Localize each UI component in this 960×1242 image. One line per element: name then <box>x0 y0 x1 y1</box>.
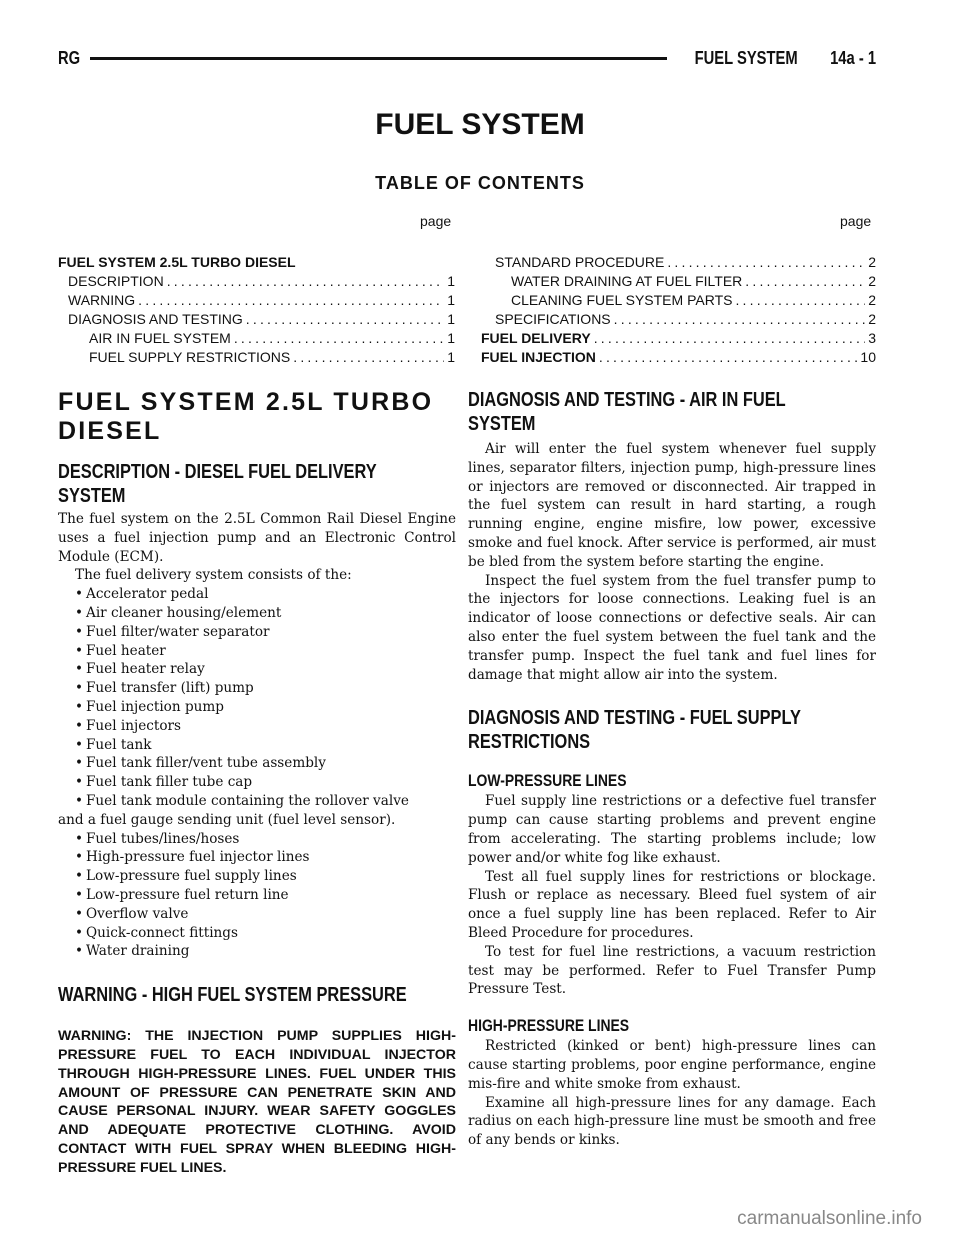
bullet-text: Low-pressure fuel supply lines <box>86 868 297 885</box>
bullet-text: Fuel tank module containing the rollover valve <box>86 792 409 809</box>
supply-heading <box>468 706 876 754</box>
toc-entry[interactable] <box>58 349 455 368</box>
toc-leader <box>599 349 858 365</box>
toc-entry-page: 2 <box>868 254 876 270</box>
bullet-icon: • <box>75 755 84 772</box>
bullet-text: Fuel transfer (lift) pump <box>86 680 254 697</box>
heading-line: LOW-PRESSURE LINES <box>468 771 627 791</box>
toc-entry-page: 2 <box>868 311 876 327</box>
toc-entry[interactable] <box>481 273 876 292</box>
bullet-item <box>58 942 456 961</box>
bullet-text: Fuel injectors <box>86 717 181 734</box>
toc-leader <box>745 273 865 289</box>
heading-line: DESCRIPTION - DIESEL FUEL DELIVERY <box>58 461 377 483</box>
toc-entry-page: 1 <box>447 292 455 308</box>
toc-entry[interactable] <box>58 311 455 330</box>
paragraph: Inspect the fuel system from the fuel transfer pump to the injectors for loose connections. Leaking fuel is an indicator of loose connections or defective seals. Air can also enter the fuel system between the fuel tank and the transfer pump. Inspect the fuel tank and fuel lines for damage that might allow air into the system. <box>468 572 876 683</box>
header-section: FUEL SYSTEM <box>694 47 798 68</box>
toc-entry-label: FUEL SYSTEM 2.5L TURBO DIESEL <box>58 254 296 270</box>
toc-entry-page: 10 <box>860 349 876 365</box>
bullet-text: Fuel tank filler tube cap <box>86 774 253 791</box>
bullet-list <box>58 585 456 792</box>
bullet-item <box>58 660 456 679</box>
bullet-item <box>58 642 456 661</box>
watermark: carmanualsonline.info <box>737 1208 922 1229</box>
toc-page-label-left: page <box>420 213 452 229</box>
toc-page-label-right: page <box>840 213 872 229</box>
bullet-icon: • <box>75 586 84 603</box>
bullet-item <box>58 867 456 886</box>
bullet-text: Water draining <box>86 943 190 960</box>
bullet-icon: • <box>75 924 84 941</box>
bullet-icon: • <box>75 623 84 640</box>
toc-leader <box>234 330 444 346</box>
bullet-text: Fuel heater relay <box>86 661 205 678</box>
bullet-text: Quick-connect fittings <box>86 924 238 941</box>
heading-line: SYSTEM <box>58 485 126 507</box>
bullet-icon: • <box>75 642 84 659</box>
toc-entry-label: FUEL INJECTION <box>481 349 596 365</box>
section-title-line: DIESEL <box>58 417 162 445</box>
paragraph: The fuel delivery system consists of the: <box>75 567 352 584</box>
bullet-continuation: and a fuel gauge sending unit (fuel level sensor). <box>58 811 396 828</box>
bullet-text: Fuel tank filler/vent tube assembly <box>86 755 326 772</box>
toc-entry-page: 1 <box>447 330 455 346</box>
paragraph: To test for fuel line restrictions, a vacuum restriction test may be performed. Refer to Fuel Transfer Pump Pressure Test. <box>468 943 876 998</box>
toc-leader <box>246 311 444 327</box>
bullet-item <box>58 754 456 773</box>
header-page: 14a - 1 <box>830 47 876 68</box>
bullet-item <box>58 848 456 867</box>
section-title-line: FUEL SYSTEM 2.5L TURBO <box>58 388 434 416</box>
toc-left-column <box>58 254 455 368</box>
toc-leader <box>735 292 865 308</box>
heading-line: WARNING - HIGH FUEL SYSTEM PRESSURE <box>58 984 407 1007</box>
low-pressure-heading <box>468 770 876 792</box>
toc-entry-label: DESCRIPTION <box>68 273 164 289</box>
bullet-icon: • <box>75 604 84 621</box>
toc-entry-page: 2 <box>868 273 876 289</box>
toc-entry-page: 1 <box>447 311 455 327</box>
bullet-text: Fuel filter/water separator <box>86 623 270 640</box>
toc-entry-label: CLEANING FUEL SYSTEM PARTS <box>511 292 733 308</box>
toc-entry-page: 1 <box>447 273 455 289</box>
warning-text: WARNING: THE INJECTION PUMP SUPPLIES HIGH-PRESSURE FUEL TO EACH INDIVIDUAL INJECTOR THROUGH HIGH-PRESSURE LINES. FUEL UNDER THIS AMOUNT OF PRESSURE CAN PENETRATE SKIN AND CAUSE PERSONAL INJURY. WEAR SAFETY GOGGLES AND ADEQUATE PROTECTIVE CLOTHING. AVOID CONTACT WITH FUEL SPRAY WHEN BLEEDING HIGH-PRESSURE FUEL LINES. <box>58 1028 456 1176</box>
toc-entry[interactable] <box>481 330 876 349</box>
bullet-icon: • <box>75 698 84 715</box>
bullet-icon: • <box>75 680 84 697</box>
air-heading <box>468 388 876 436</box>
bullet-text: Accelerator pedal <box>86 586 209 603</box>
toc-entry[interactable] <box>481 254 876 273</box>
toc-leader <box>138 292 444 308</box>
toc-title: TABLE OF CONTENTS <box>375 173 585 193</box>
heading-line: DIAGNOSIS AND TESTING - FUEL SUPPLY <box>468 707 801 730</box>
page-title: FUEL SYSTEM <box>375 108 585 141</box>
heading-line: RESTRICTIONS <box>468 731 591 754</box>
bullet-icon: • <box>75 717 84 734</box>
bullet-text: Fuel heater <box>86 642 166 659</box>
toc-entry-label: STANDARD PROCEDURE <box>495 254 665 270</box>
page-header <box>58 46 876 70</box>
bullet-item <box>58 585 456 604</box>
toc-entry[interactable] <box>481 311 876 330</box>
heading-line: DIAGNOSIS AND TESTING - AIR IN FUEL <box>468 389 786 411</box>
warning-heading <box>58 983 456 1007</box>
bullet-item: • Fuel tank module containing the rollover valve <box>75 792 409 809</box>
header-left: RG <box>58 47 81 68</box>
toc-leader <box>667 254 865 270</box>
paragraph: Examine all high-pressure lines for any damage. Each radius on each high-pressure line must be smooth and free of any bends or kinks. <box>468 1094 876 1149</box>
high-pressure-heading <box>468 1015 876 1037</box>
toc-entry-label: AIR IN FUEL SYSTEM <box>89 330 231 346</box>
bullet-icon: • <box>75 943 84 960</box>
toc-entry-label: SPECIFICATIONS <box>495 311 611 327</box>
bullet-item <box>58 905 456 924</box>
paragraph: Restricted (kinked or bent) high-pressure lines can cause starting problems, poor engine performance, engine mis-fire and white smoke from exhaust. <box>468 1038 876 1092</box>
toc-entry[interactable] <box>58 330 455 349</box>
right-column <box>468 388 876 1150</box>
bullet-text: Low-pressure fuel return line <box>86 886 289 903</box>
toc-entry-label: WATER DRAINING AT FUEL FILTER <box>511 273 743 289</box>
bullet-item <box>58 924 456 943</box>
bullet-text: High-pressure fuel injector lines <box>86 849 310 866</box>
header-rule <box>90 57 667 60</box>
heading-line: SYSTEM <box>468 413 536 435</box>
bullet-text: Air cleaner housing/element <box>86 604 282 621</box>
paragraph: Air will enter the fuel system whenever fuel supply lines, separator filters, injection pump, high-pressure lines or injectors are removed or disconnected. Air trapped in the fuel system can result in hard starting, a rough running engine, engine misfire, low power, excessive smoke and fuel knock. After service is performed, air must be bled from the system before starting the engine. <box>468 441 876 570</box>
toc-entry-label: FUEL DELIVERY <box>481 330 591 346</box>
bullet-icon: • <box>75 830 84 847</box>
bullet-text: Fuel tubes/lines/hoses <box>86 830 240 847</box>
left-column <box>58 388 456 1178</box>
heading-line: HIGH-PRESSURE LINES <box>468 1016 630 1036</box>
paragraph: Fuel supply line restrictions or a defective fuel transfer pump can cause starting problems and prevent engine from accelerating. The starting problems include; low power and/or white fog like exhaust. <box>468 793 876 866</box>
bullet-item <box>58 830 456 849</box>
description-heading <box>58 460 456 508</box>
toc-entry[interactable] <box>58 254 455 273</box>
toc-entry[interactable] <box>481 349 876 368</box>
bullet-item <box>58 773 456 792</box>
bullet-text: Overflow valve <box>86 905 189 922</box>
paragraph: The fuel system on the 2.5L Common Rail Diesel Engine uses a fuel injection pump and an Electronic Control Module (ECM). <box>58 511 456 565</box>
bullet-item <box>58 717 456 736</box>
paragraph: Test all fuel supply lines for restrictions or blockage. Flush or replace as necessary. Bleed fuel system of air once a fuel supply line has been replaced. Refer to Air Bleed Procedure for procedures. <box>468 868 876 941</box>
bullet-item <box>58 886 456 905</box>
toc-entry-page: 2 <box>868 292 876 308</box>
bullet-icon: • <box>75 849 84 866</box>
bullet-item <box>58 736 456 755</box>
bullet-icon: • <box>75 886 84 903</box>
toc-entry-label: FUEL SUPPLY RESTRICTIONS <box>89 349 291 365</box>
toc-entry[interactable] <box>481 292 876 311</box>
toc-entry-label: WARNING <box>68 292 136 308</box>
toc-entry[interactable] <box>58 273 455 292</box>
bullet-item <box>58 679 456 698</box>
toc-entry[interactable] <box>58 292 455 311</box>
bullet-item <box>58 698 456 717</box>
bullet-icon: • <box>75 905 84 922</box>
toc-leader <box>167 273 445 289</box>
bullet-icon: • <box>75 774 84 791</box>
toc-right-column <box>481 254 876 368</box>
bullet-text: Fuel tank <box>86 736 152 753</box>
toc-leader <box>293 349 444 365</box>
bullet-icon: • <box>75 661 84 678</box>
bullet-item <box>58 604 456 623</box>
bullet-icon: • <box>75 736 84 753</box>
section-title <box>58 388 456 446</box>
bullet-text: Fuel injection pump <box>86 698 224 715</box>
toc-entry-page: 3 <box>868 330 876 346</box>
bullet-list <box>58 830 456 962</box>
toc-leader <box>594 330 866 346</box>
toc-entry-page: 1 <box>447 349 455 365</box>
bullet-icon: • <box>75 868 84 885</box>
toc-leader <box>614 311 866 327</box>
bullet-item <box>58 623 456 642</box>
toc-entry-label: DIAGNOSIS AND TESTING <box>68 311 243 327</box>
